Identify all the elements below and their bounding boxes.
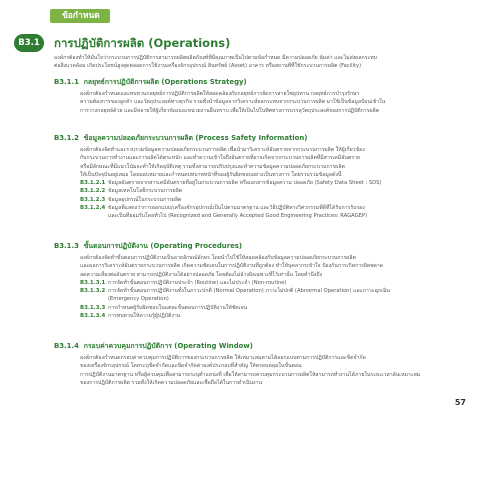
- item-text: การจัดทำขั้นตอนการปฏิบัติงานทั้งในภาวะปกติ (Normal Operation) ภาวะไม่ปกติ (Abnormal Operation) และภาวะฉุกเฉิน: [108, 288, 390, 295]
- paragraph-line: และผลการวิเคราะห์อันตรายกระบวนการผลิต เกิดความชัดเจนในการปฏิบัติงานที่ถูกต้อง ทำให้บุคลากรเข้าใจ ป้องกันการเกิดการผิดพลาด: [80, 263, 384, 270]
- section-intro: [54, 54, 466, 71]
- item-text: การจัดทำขั้นตอนการปฏิบัติงานประจำ (Routine) และไม่ประจำ (Non-routine): [108, 279, 287, 286]
- list-item: [80, 204, 466, 212]
- subsection-b3-1-4: [54, 342, 466, 387]
- paragraph-line: ของการปฏิบัติการผลิต รวมทั้งให้เกิดความปลอดภัยและเชื่อถือได้ในการดำเนินงาน: [80, 379, 262, 386]
- paragraph-line: การปฏิบัติงานมาตรฐาน หรือผู้ควบคุมเพื่อสามารถระบุตำแหน่งที่ เพื่อให้สามารถควบคุมกระบวนการผลิตให้สามารถทำงานได้ภายในระยะเวลาอันเหมาะสม: [80, 371, 421, 378]
- paragraph-line: ความต้องการของลูกค้า และวัตถุประสงค์ทางธุรกิจ รวมทั้งนำข้อมูลจากวิเคราะห์ผลกระทบจากกระบวนการผลิต มาใช้เป็นข้อมูลป้อนเข้าใน: [80, 99, 386, 106]
- subsection-title: ขั้นตอนการปฏิบัติงาน (Operating Procedures): [83, 242, 243, 250]
- item-text: ข้อมูลเทคโนโลยีกระบวนการผลิต: [108, 188, 183, 195]
- item-number: B3.1.3.3: [80, 304, 106, 311]
- intro-line: องค์กรต้องทำให้มั่นใจว่ากระบวนการปฏิบัติการสามารถผลิตผลิตภัณฑ์ที่มีคุณภาพเป็นไปตามข้อกำหนด มีความปลอดภัย คุ้มค่า และไม่ส่งผลกระทบ: [54, 55, 377, 61]
- subsection-heading: [54, 78, 466, 87]
- paragraph-line: กับกระบวนการทำงานและการผลิตได้ตระหนัก และทำความเข้าใจถึงอันตรายที่อาจเกิดจากกระบวนการผลิตที่มีสารเคมีอันตราย: [80, 155, 360, 162]
- item-text: ข้อมูลที่แสดงว่าการออกแบบ/เครื่องจักรอุปกรณ์เป็นไปตามมาตรฐาน และวิธีปฏิบัติทางวิศวกรรมที่ดีที่ได้รับการรับรอง: [108, 205, 365, 212]
- subsection-b3-1-3: [54, 242, 466, 320]
- intro-line: ต่อสิ่งแวดล้อม เกิดประโยชน์สูงสุดตลอดการใช้งานเครื่องจักรอุปกรณ์ สินทรัพย์ (Asset) อาคาร หรือสถานที่ที่ใช้กระบวนการผลิต (Facility): [54, 63, 362, 70]
- subsection-number: B3.1.2: [54, 134, 79, 142]
- list-item: [80, 312, 466, 320]
- item-number: B3.1.2.2: [80, 188, 106, 195]
- paragraph-line: หรือมีลักษณะที่มีแนวโน้มจะทำให้เกิดอุบัติเหตุ รวมทั้งสามารถปรับปรุงและทำความข้อมูลความปลอดภัยกระบวนการผลิต: [80, 163, 345, 170]
- subsection-title: ข้อมูลความปลอดภัยกระบวนการผลิต (Process Safety Information): [83, 134, 308, 142]
- item-number: B3.1.3.4: [80, 313, 106, 320]
- subsection-number: B3.1.4: [54, 342, 79, 350]
- paragraph-line: องค์กรต้องกำหนดกรอบค่าควบคุมการปฏิบัติการของกระบวนการผลิต ให้เหมาะสมตามได้ออกแบบตามการปฏิบัติการและขีดจำกัด: [80, 355, 366, 361]
- paragraph-line: องค์กรต้องจัดทำและรวบรวมข้อมูลความปลอดภัยกระบวนการผลิต เพื่อนำมาวิเคราะห์อันตรายจากกระบวนการผลิต ให้ผู้เกี่ยวข้อง: [80, 147, 365, 153]
- item-number: B3.1.3.1: [80, 279, 106, 286]
- page-number: 57: [454, 398, 466, 407]
- subsection-title: กรอบค่าควบคุมการปฏิบัติการ (Operating Window): [83, 342, 253, 350]
- list-item: [80, 179, 466, 187]
- section-number-badge: B3.1: [14, 34, 44, 52]
- paragraph-line: องค์กรต้องกำหนดและทบทวนกลยุทธ์การปฏิบัติการผลิตให้สอดคล้องกับกลยุทธ์การจัดการสายโซ่อุปทาน กลยุทธ์การบำรุงรักษา: [80, 91, 360, 97]
- list-item: [80, 196, 466, 204]
- item-text: การทบทวนให้ความรู้ผู้ปฏิบัติงาน: [108, 313, 181, 320]
- list-item-continuation: [80, 295, 466, 303]
- subsection-number: B3.1.3: [54, 242, 79, 250]
- paragraph-line: ให้เป็นปัจจุบันอยู่เสมอ โดยมอบหมายและกำหนดบทบาทหน้าที่ของผู้รับผิดชอบอย่างเป็นทางการ โดยรวบรวมข้อมูลดังนี้: [80, 171, 342, 178]
- subsection-number: B3.1.1: [54, 78, 79, 86]
- subsection-title: กลยุทธ์การปฏิบัติการผลิต (Operations Strategy): [83, 78, 247, 86]
- item-text: (Emergency Operation): [108, 296, 169, 303]
- paragraph-line: องค์กรต้องจัดทำขั้นตอนการปฏิบัติงานเป็นลายลักษณ์อักษร โดยนำไปใช้ให้สอดคล้องกับข้อมูลความปลอดภัยกระบวนการผลิต: [80, 255, 356, 261]
- subsection-b3-1-1: [54, 78, 466, 115]
- paragraph-line: ของเครื่องจักรอุปกรณ์ โดยระบุขีดจำกัดและขีดจำกัดค่าองค์ประกอบที่สำคัญ ให้ครอบคลุมในขั้นตอน: [80, 363, 302, 370]
- section-title: การปฏิบัติการผลิต (Operations): [54, 36, 231, 50]
- subsection-heading: [54, 134, 466, 143]
- paragraph-line: การวางกลยุทธ์ด้วย และมีหลายให้ผู้เกี่ยวข้องและหน่วยงานอื่นทราบ เพื่อให้เป็นไปในทิศทางการบรรลุวัตถุประสงค์ของการปฏิบัติการผลิต: [80, 107, 380, 114]
- subsection-b3-1-2: [54, 134, 466, 221]
- paragraph-line: ลดความเสี่ยงต่ออันตราย สามารถปฏิบัติงานได้อย่างปลอดภัย โดยต้องไม่อ้างอิงเฉพาะที่ไว้เท่านั้น โดยคำนึงถึง: [80, 271, 323, 278]
- list-item: [80, 279, 466, 287]
- item-number: B3.1.3.2: [80, 288, 106, 295]
- item-text: ข้อมูลอุปกรณ์ในกระบวนการผลิต: [108, 196, 182, 203]
- list-item: [80, 187, 466, 195]
- item-number: B3.1.2.4: [80, 205, 106, 212]
- item-text: ข้อมูลอันตรายจากสารเคมีอันตรายที่อยู่ในกระบวนการผลิต หรือเอกสารข้อมูลความ ปลอดภัย (Safety Data Sheet : SDS): [108, 180, 382, 187]
- item-number: B3.1.2.1: [80, 180, 106, 187]
- list-item-continuation: [80, 212, 466, 220]
- subsection-heading: [54, 242, 466, 251]
- item-text: และเป็นที่ยอมรับโดยทั่วไป (Recognized and Generally Accepted Good Engineering Practices: RAGAGEP): [108, 213, 368, 220]
- item-text: การกำหนดผู้รับผิดชอบในแต่ละขั้นตอนการปฏิบัติงานให้ชัดเจน: [108, 304, 248, 311]
- list-item: [80, 304, 466, 312]
- requirements-tag: ข้อกำหนด: [50, 9, 110, 23]
- subsection-heading: [54, 342, 466, 351]
- list-item: [80, 287, 466, 295]
- item-number: B3.1.2.3: [80, 196, 106, 203]
